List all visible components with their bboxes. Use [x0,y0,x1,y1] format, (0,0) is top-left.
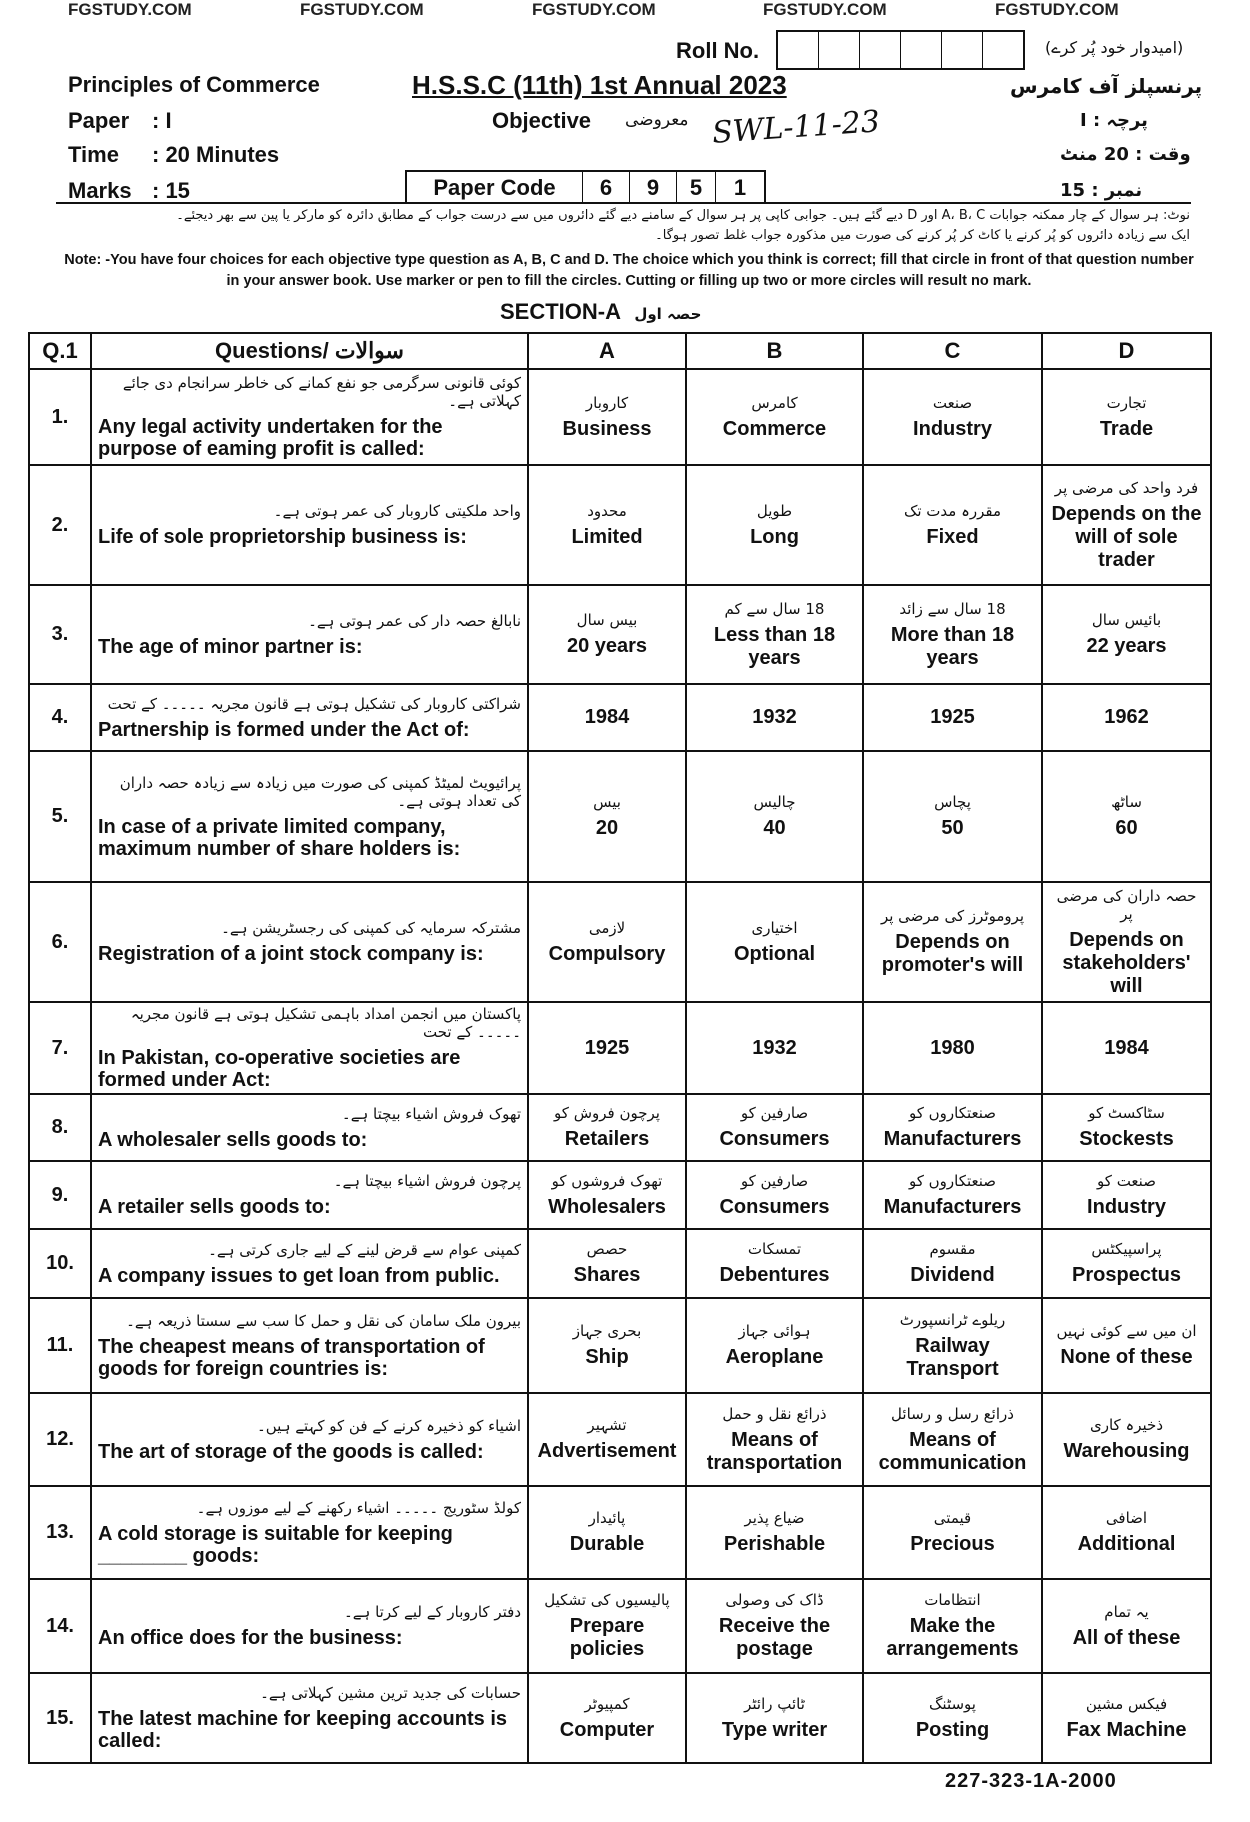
option-c [863,1673,1042,1763]
option-urdu: 18 سال سے کم [724,599,825,618]
option-english: Shares [573,1264,641,1286]
section-title-en: SECTION-A [500,299,621,324]
option-b [686,1002,863,1094]
paper-urdu: پرچہ : I [1080,110,1148,131]
exam-title: H.S.S.C (11th) 1st Annual 2023 [412,70,787,100]
option-urdu: ضیاع پذیر [744,1509,805,1527]
option-a [528,1393,686,1486]
question-number: 10. [29,1229,91,1298]
note-urdu-line: نوٹ: ہر سوال کے چار ممکنہ جوابات A، B، C اور D دیے گئے ہیں۔ جوابی کاپی پر ہر سوال کے سامنے دیے گئے دائروں میں سے درست جواب کے مطابق دائرہ کو مارکر یا پین سے بھر دیجئے۔ [176,208,1190,223]
option-b [686,585,863,684]
subject-title-urdu: پرنسپلز آف کامرس [1010,74,1203,98]
question-cell [91,1486,528,1579]
question-urdu: دفتر کاروبار کے لیے کرتا ہے۔ [343,1603,521,1621]
question-english: A retailer sells goods to: [98,1196,331,1218]
option-urdu: بائیس سال [1091,611,1162,629]
option-english: Long [750,525,799,548]
marks-label: Marks [68,178,132,203]
question-urdu: اشیاء کو ذخیرہ کرنے کے فن کو کہتے ہیں۔ [256,1416,521,1435]
paper-code-box [405,170,766,204]
table-row [29,1393,1211,1486]
option-d [1042,1298,1211,1393]
option-b [686,1486,863,1579]
option-urdu: حصص [586,1240,628,1258]
option-c [863,1393,1042,1486]
paper-code-label: Paper Code [407,172,583,204]
option-a [528,1673,686,1763]
note-urdu [60,206,1190,246]
table-row [29,1298,1211,1393]
time-value: : 20 Minutes [152,142,280,167]
option-english: Business [562,417,652,440]
paper-code-digit: 9 [630,172,677,204]
question-number: 14. [29,1579,91,1673]
option-english: Prepare policies [569,1615,645,1660]
option-english: More than 18 years [890,623,1015,669]
question-number: 1. [29,369,91,465]
option-english: All of these [1072,1626,1181,1649]
option-english: 50 [941,817,964,839]
option-english: Less than 18 years [713,623,836,669]
table-body [29,369,1211,1763]
table-row [29,1486,1211,1579]
option-english: 1932 [752,1036,797,1059]
question-number: 7. [29,1002,91,1094]
option-urdu: سٹاکسٹ کو [1088,1104,1165,1122]
option-c [863,1298,1042,1393]
question-number: 13. [29,1486,91,1579]
option-urdu: قیمتی [933,1509,972,1527]
paper-code-digit: 5 [677,172,716,204]
question-english: In Pakistan, co-operative societies are formed under Act: [98,1047,461,1091]
option-english: Perishable [723,1533,826,1555]
question-number: 15. [29,1673,91,1763]
option-urdu: انتظامات [924,1591,981,1609]
table-row [29,585,1211,684]
question-urdu: نابالغ حصہ دار کی عمر ہوتی ہے۔ [308,611,521,630]
watermark: FGSTUDY.COM [532,0,656,19]
option-urdu: پوسٹنگ [929,1694,976,1713]
option-urdu: پچاس [934,793,971,811]
option-urdu: یہ تمام [1104,1602,1149,1621]
option-urdu: فیکس مشین [1085,1694,1168,1713]
watermark: FGSTUDY.COM [995,0,1119,19]
option-c [863,1161,1042,1229]
option-d [1042,465,1211,585]
option-urdu: مقررہ مدت تک [903,501,1002,520]
option-c [863,1229,1042,1298]
option-d [1042,684,1211,751]
question-urdu: شراکتی کاروبار کی تشکیل ہوتی ہے قانون مجریہ ۔۔۔۔۔ کے تحت [107,694,521,713]
option-b [686,1161,863,1229]
roll-note-urdu: (امیدوار خود پُر کرے) [1045,38,1184,57]
option-b [686,1393,863,1486]
question-urdu: کولڈ سٹوریج ۔۔۔۔۔ اشیاء رکھنے کے لیے موزوں ہے۔ [196,1498,521,1517]
question-english: The age of minor partner is: [98,635,363,658]
option-c [863,465,1042,585]
option-urdu: بیس [593,793,621,811]
option-english: Fixed [926,525,979,548]
question-number: 5. [29,751,91,882]
option-urdu: صارفین کو [740,1104,809,1122]
option-english: Advertisement [537,1440,677,1462]
header-qnum: Q.1 [29,333,91,369]
option-english: Aeroplane [725,1346,824,1368]
question-urdu: کوئی قانونی سرگرمی جو نفع کمانے کی خاطر سرانجام دی جائے کہلاتی ہے۔ [122,374,521,410]
option-urdu: کامرس [751,393,798,412]
option-english: Retailers [564,1128,650,1150]
question-urdu: کمپنی عوام سے قرض لینے کے لیے جاری کرتی ہے۔ [208,1240,521,1259]
handwritten-code: SWL-11-23 [710,104,881,151]
option-english: Prospectus [1072,1264,1181,1286]
question-number: 12. [29,1393,91,1486]
question-number: 2. [29,465,91,585]
option-english: Precious [910,1533,995,1555]
subject-title: Principles of Commerce [68,72,320,97]
option-urdu: صنعت [932,393,973,412]
option-b [686,882,863,1002]
question-english: Life of sole proprietorship business is: [98,526,467,548]
option-a [528,684,686,751]
question-number: 8. [29,1094,91,1161]
question-cell [91,882,528,1002]
option-b [686,1579,863,1673]
option-urdu: پالیسیوں کی تشکیل [544,1591,670,1609]
option-urdu: تجارت [1106,393,1147,412]
question-cell [91,1002,528,1094]
option-urdu: کاروبار [585,393,629,412]
option-d [1042,1161,1211,1229]
option-english: 1925 [584,1036,630,1059]
option-english: Depends on the will of sole trader [1051,502,1202,571]
question-english: In case of a private limited company, maximum number of share holders is: [98,815,461,860]
option-english: 1984 [1104,1036,1149,1059]
option-b [686,1094,863,1161]
paper-label: Paper [68,108,130,133]
option-urdu: محدود [587,501,627,520]
question-english: A wholesaler sells goods to: [98,1128,368,1151]
question-cell [91,585,528,684]
table-row [29,1579,1211,1673]
option-english: Ship [585,1346,629,1368]
marks-urdu: نمبر : 15 [1060,180,1143,201]
option-d [1042,1393,1211,1486]
option-a [528,1486,686,1579]
option-d [1042,1673,1211,1763]
option-d [1042,369,1211,465]
option-urdu: اختیاری [751,918,798,937]
option-urdu: چالیس [753,793,796,811]
question-english: The latest machine for keeping accounts is called: [98,1708,508,1752]
option-d [1042,1229,1211,1298]
option-d [1042,751,1211,882]
time-label: Time [68,142,119,167]
option-urdu: فرد واحد کی مرضی پر [1054,478,1199,497]
question-number: 9. [29,1161,91,1229]
option-urdu: پروموٹرز کی مرضی پر [880,907,1025,925]
option-urdu: مقسوم [929,1240,976,1258]
question-english: The cheapest means of transportation of goods for foreign countries is: [98,1335,485,1380]
option-english: Additional [1077,1533,1176,1555]
question-cell [91,1393,528,1486]
option-english: 60 [1115,817,1138,839]
question-number: 11. [29,1298,91,1393]
option-c [863,1579,1042,1673]
header-option-b: B [686,333,863,369]
option-english: 22 years [1086,635,1167,657]
option-a [528,465,686,585]
option-c [863,751,1042,882]
option-english: 1980 [930,1036,975,1059]
option-english: 20 [595,817,619,839]
option-english: 1962 [1104,706,1149,728]
option-english: Type writer [721,1718,828,1741]
option-english: Durable [569,1533,645,1555]
watermark: FGSTUDY.COM [68,0,192,19]
option-english: Industry [1087,1195,1166,1218]
option-english: Depends on stakeholders' will [1062,928,1191,997]
question-number: 3. [29,585,91,684]
option-a [528,1161,686,1229]
option-urdu: ہوائی جہاز [738,1322,811,1340]
option-english: Manufacturers [883,1195,1022,1218]
option-urdu: پرچون فروش کو [554,1104,660,1122]
option-b [686,1298,863,1393]
option-english: 40 [763,817,786,839]
option-english: Stockests [1079,1128,1174,1150]
option-english: Railway Transport [906,1334,999,1380]
option-english: Computer [559,1718,655,1741]
option-b [686,751,863,882]
option-a [528,1579,686,1673]
option-urdu: پائیدار [588,1509,626,1527]
question-cell [91,369,528,465]
question-cell [91,684,528,751]
option-english: Optional [733,942,816,965]
option-english: None of these [1060,1346,1193,1368]
option-c [863,369,1042,465]
paper-code-digit: 6 [583,172,630,204]
question-english: A company issues to get loan from public. [98,1264,500,1287]
option-english: Consumers [719,1195,830,1218]
option-english: Posting [915,1718,990,1741]
question-english: Partnership is formed under the Act of: [98,718,470,741]
option-english: Dividend [910,1264,995,1286]
option-urdu: طویل [756,501,793,520]
option-d [1042,1002,1211,1094]
option-c [863,1094,1042,1161]
question-english: An office does for the business: [98,1627,403,1649]
option-a [528,1298,686,1393]
option-urdu: ذرائع رسل و رسائل [891,1404,1014,1423]
question-urdu: پاکستان میں انجمن امداد باہمی تشکیل ہوتی ہے قانون مجریہ ۔۔۔۔۔ کے تحت [130,1005,521,1041]
option-c [863,585,1042,684]
question-cell [91,1161,528,1229]
option-d [1042,1486,1211,1579]
option-english: Warehousing [1063,1440,1190,1462]
option-english: Make the arrangements [886,1615,1019,1660]
option-english: 1932 [752,706,797,728]
body-flow [0,206,1250,1793]
option-a [528,1229,686,1298]
option-b [686,1673,863,1763]
option-a [528,882,686,1002]
table-row [29,684,1211,751]
header-option-d: D [1042,333,1211,369]
option-c [863,882,1042,1002]
table-row [29,751,1211,882]
note-urdu-line: ایک سے زیادہ دائروں کو پُر کرنے یا کاٹ کر پُر کرنے کی صورت میں مذکورہ جواب غلط تصور ہوگا۔ [655,228,1190,243]
option-d [1042,585,1211,684]
option-urdu: بیس سال [576,611,638,629]
option-urdu: صارفین کو [740,1171,809,1190]
option-urdu: تمسکات [747,1240,802,1258]
paper-value: : I [152,108,172,133]
option-english: Wholesalers [548,1195,666,1218]
table-row [29,465,1211,585]
option-b [686,465,863,585]
option-urdu: تشہیر [587,1416,627,1434]
option-english: Industry [913,417,992,440]
question-english: The art of storage of the goods is called: [98,1440,484,1463]
question-english: Any legal activity undertaken for the purpose of eaming profit is called: [98,416,443,460]
option-c [863,1486,1042,1579]
option-urdu: صنعتکاروں کو [908,1171,997,1190]
question-cell [91,1298,528,1393]
footer-code: 227-323-1A-2000 [945,1770,1117,1792]
table-row [29,1673,1211,1763]
option-english: Depends on promoter's will [881,931,1024,976]
objective-urdu: معروضی [625,110,689,130]
option-d [1042,1094,1211,1161]
option-english: Means of communication [878,1428,1027,1474]
header-question: Questions/ سوالات [91,333,528,369]
question-cell [91,1579,528,1673]
option-urdu: اضافی [1105,1509,1148,1527]
question-urdu: پرچون فروش اشیاء بیچتا ہے۔ [333,1172,521,1190]
note-english: Note: -You have four choices for each objective type question as A, B, C and D. The choice which you think is correct; fill that circle in front of that question number in your answer book. Use marker or pen to fill the circles. Cutting or filling up two or more circles will result no mark. [64,252,1194,289]
marks-value: : 15 [152,178,190,203]
option-c [863,1002,1042,1094]
option-urdu: ذرائع نقل و حمل [722,1404,827,1423]
option-english: Manufacturers [883,1128,1022,1150]
option-urdu: کمپیوٹر [584,1694,630,1713]
table-row [29,882,1211,1002]
option-english: Limited [571,525,643,548]
option-english: 1984 [584,706,630,728]
option-english: Trade [1099,417,1154,440]
question-urdu: مشترکہ سرمایہ کی کمپنی کی رجسٹریشن ہے۔ [221,919,521,937]
option-english: Receive the postage [718,1615,831,1660]
option-urdu: لازمی [588,918,626,937]
option-urdu: ڈاک کی وصولی [725,1591,824,1609]
table-row [29,1229,1211,1298]
time-urdu: وقت : 20 منٹ [1060,144,1191,165]
option-english: Compulsory [548,942,666,965]
question-cell [91,1094,528,1161]
question-cell [91,1229,528,1298]
option-a [528,1094,686,1161]
objective-label: Objective [492,108,592,133]
option-a [528,369,686,465]
option-english: Fax Machine [1066,1718,1187,1741]
option-urdu: حصہ داران کی مرضی پر [1056,886,1197,923]
question-number: 6. [29,882,91,1002]
roll-number-boxes[interactable] [776,30,1025,70]
option-b [686,684,863,751]
option-urdu: ساٹھ [1111,793,1142,811]
option-urdu: بحری جہاز [572,1322,642,1340]
paper-code-digit: 1 [733,175,747,200]
table-row [29,1161,1211,1229]
question-urdu: بیرون ملک سامان کی نقل و حمل کا سب سے سستا ذریعہ ہے۔ [126,1311,521,1330]
option-urdu: پراسپیکٹس [1091,1240,1162,1258]
roll-number-label: Roll No. [676,38,760,63]
question-urdu: واحد ملکیتی کاروبار کی عمر ہوتی ہے۔ [273,502,521,520]
question-cell [91,465,528,585]
table-header-row [29,333,1211,369]
option-urdu: ان میں سے کوئی نہیں [1056,1322,1197,1340]
section-title-urdu: حصہ اول [634,305,702,323]
option-english: Debentures [719,1264,830,1286]
table-row [29,1002,1211,1094]
section-title [500,298,1250,328]
option-d [1042,1579,1211,1673]
option-urdu: صنعت کو [1097,1171,1156,1190]
header-option-c: C [863,333,1042,369]
option-urdu: تھوک فروشوں کو [551,1171,663,1190]
option-b [686,369,863,465]
option-english: 20 years [566,635,648,657]
question-urdu: تھوک فروش اشیاء بیچتا ہے۔ [341,1104,521,1123]
watermark: FGSTUDY.COM [763,0,887,19]
option-english: 1925 [930,706,975,728]
header-option-a: A [528,333,686,369]
questions-table [28,332,1212,1764]
option-urdu: ٹائپ رائٹر [744,1694,805,1713]
question-cell [91,751,528,882]
question-urdu: پرائیویٹ لمیٹڈ کمپنی کی صورت میں زیادہ سے زیادہ حصہ داران کی تعداد ہوتی ہے۔ [119,773,521,810]
question-english: Registration of a joint stock company is: [98,943,484,965]
option-urdu: صنعتکاروں کو [908,1104,997,1122]
option-a [528,585,686,684]
option-urdu: ریلوے ٹرانسپورٹ [899,1310,1006,1329]
question-urdu: حسابات کی جدید ترین مشین کہلاتی ہے۔ [260,1684,521,1702]
option-d [1042,882,1211,1002]
option-b [686,1229,863,1298]
option-a [528,1002,686,1094]
option-c [863,684,1042,751]
option-urdu: 18 سال سے زائد [899,599,1006,618]
question-cell [91,1673,528,1763]
question-number: 4. [29,684,91,751]
option-english: Commerce [722,417,827,440]
option-urdu: ذخیرہ کاری [1089,1416,1163,1434]
divider [56,202,1191,204]
table-row [29,369,1211,465]
option-a [528,751,686,882]
option-english: Means of transportation [706,1428,843,1474]
table-row [29,1094,1211,1161]
watermark: FGSTUDY.COM [300,0,424,19]
option-english: Consumers [719,1128,830,1150]
question-english: A cold storage is suitable for keeping ________ goods: [98,1522,453,1567]
